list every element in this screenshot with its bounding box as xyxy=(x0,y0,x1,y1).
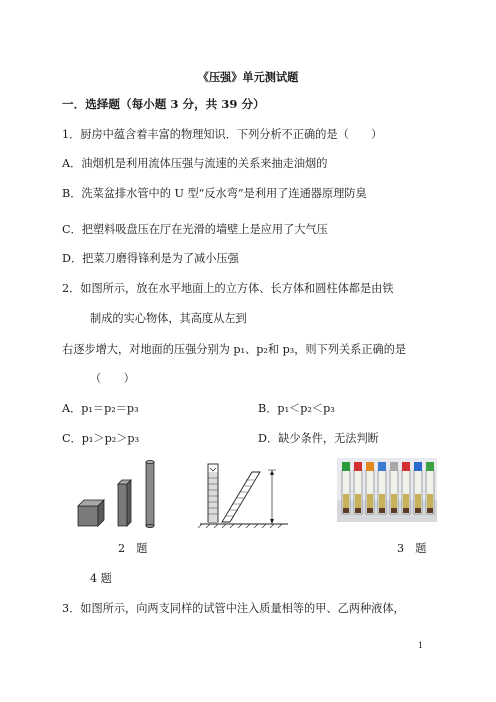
q1-option-b: B．洗菜盆排水管中的 U 型“反水弯”是利用了连通器原理防臭 xyxy=(62,187,367,200)
page-number: 1 xyxy=(418,641,424,650)
q2-option-a: A．p₁＝p₂＝p₃ xyxy=(62,402,139,415)
q2-stem-line2: 制成的实心物体，其高度从左到 xyxy=(90,312,247,325)
q2-stem-line1: 2．如图所示，放在水平地面上的立方体、长方体和圆柱体都是由铁 xyxy=(62,282,394,295)
figure-solids xyxy=(74,458,164,528)
q2-option-c: C．p₁＞p₂＞p₃ xyxy=(62,432,140,445)
page-title: 《压强》单元测试题 xyxy=(197,70,299,84)
q3-stem-line1: 3．如图所示，向两支同样的试管中注入质量相等的甲、乙两种液体， xyxy=(62,602,405,615)
figure-2-caption: 2 题 xyxy=(118,542,148,555)
q2-stem-line3: 右逐步增大，对地面的压强分别为 p₁、p₂和 p₃，则下列关系正确的是 xyxy=(62,343,407,356)
q2-option-d: D．缺少条件，无法判断 xyxy=(258,432,379,445)
figure-test-tubes xyxy=(198,458,290,528)
q2-stem-line4: （ ） xyxy=(90,372,135,385)
figure-3-caption: 3 题 xyxy=(397,542,427,555)
q1-option-c: C．把塑料吸盘压在厅在光滑的墙壁上是应用了大气压 xyxy=(62,223,328,236)
figure-tube-photo xyxy=(337,458,437,522)
figure-4-caption: 4 题 xyxy=(90,572,112,585)
q1-stem: 1．厨房中蕴含着丰富的物理知识．下列分析不正确的是（ ） xyxy=(62,128,383,141)
q2-option-b: B．p₁＜p₂＜p₃ xyxy=(258,402,335,415)
q1-option-a: A．油烟机是利用流体压强与流速的关系来抽走油烟的 xyxy=(62,157,328,170)
q1-option-d: D．把菜刀磨得锋利是为了减小压强 xyxy=(62,252,239,265)
section-heading: 一．选择题（每小题 3 分，共 39 分） xyxy=(62,97,265,111)
